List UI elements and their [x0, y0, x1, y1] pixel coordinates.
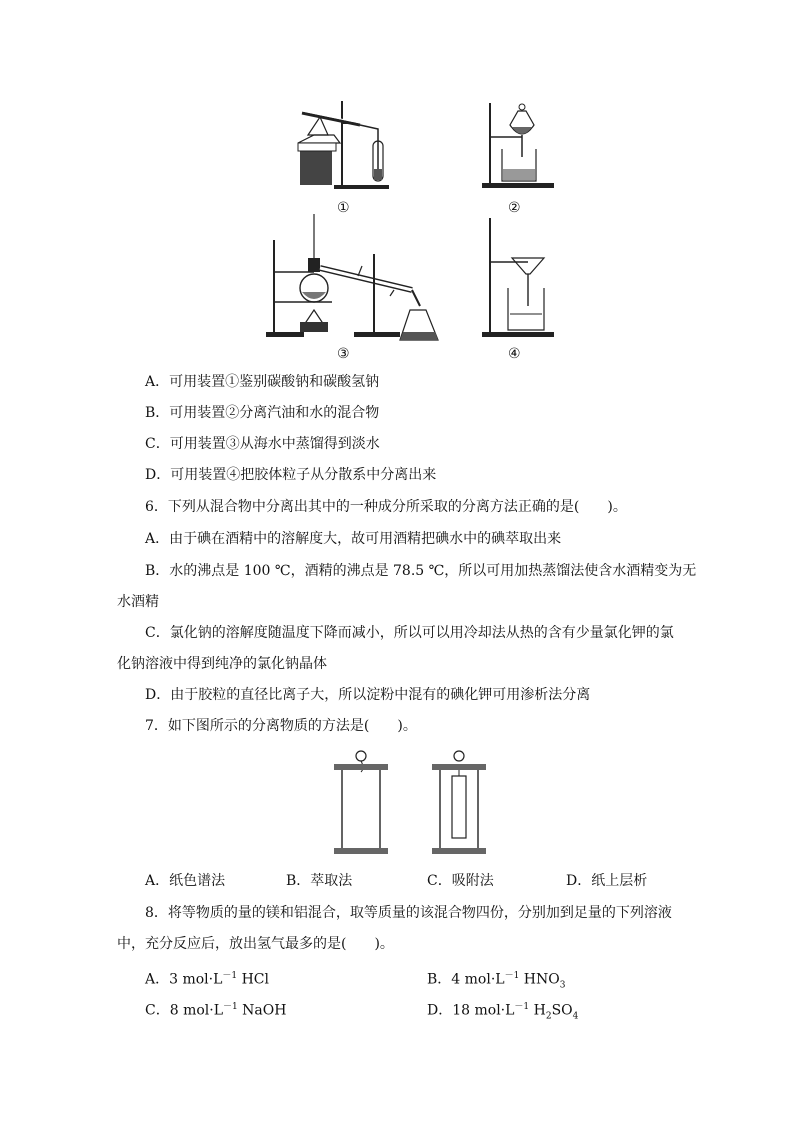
apparatus-figure-1: [290, 95, 400, 191]
q8-option-a-text: A．3 mol·L: [145, 971, 223, 988]
q6-option-d: D．由于胶粒的直径比离子大，所以淀粉中混有的碘化钾可用渗析法分离: [145, 687, 591, 703]
q8-option-c-formula: NaOH: [237, 1002, 287, 1019]
q7-option-a: A．纸色谱法: [145, 873, 226, 889]
q5-option-c: C．可用装置③从海水中蒸馏得到淡水: [145, 436, 380, 452]
q6-option-b-line1: B．水的沸点是 100 ℃，酒精的沸点是 78.5 ℃，所以可用加热蒸馏法使含水酒精变为无: [145, 563, 697, 579]
q7-option-c: C．吸附法: [427, 873, 494, 889]
q8-option-b-exponent: －1: [504, 971, 520, 981]
q5-option-a: A．可用装置①鉴别碳酸钠和碳酸氢钠: [145, 374, 380, 390]
q8-option-c-exponent: －1: [223, 1002, 238, 1012]
paper-chromatography-figure-2: [430, 748, 488, 858]
q6-option-b-line2: 水酒精: [117, 594, 159, 610]
apparatus-figure-2: [478, 95, 558, 191]
q6-stem: 6．下列从混合物中分离出其中的一种成分所采取的分离方法正确的是( )。: [145, 499, 627, 515]
q8-option-a-formula: HCl: [237, 971, 269, 988]
q8-option-c-text: C．8 mol·L: [145, 1002, 223, 1019]
q7-stem: 7．如下图所示的分离物质的方法是( )。: [145, 718, 417, 734]
q8-option-b: [427, 966, 565, 995]
figure-3-label: ③: [337, 346, 350, 362]
apparatus-figure-3: [262, 210, 462, 342]
q8-option-d-formula-so: SO: [551, 1002, 573, 1019]
q8-option-d-subscript-2: 4: [572, 1011, 579, 1022]
q8-option-b-subscript: 3: [559, 980, 566, 991]
q5-option-b: B．可用装置②分离汽油和水的混合物: [145, 405, 380, 421]
q8-option-d: [427, 997, 578, 1026]
q8-option-d-subscript-1: 2: [545, 1011, 552, 1022]
q6-option-a: A．由于碘在酒精中的溶解度大，故可用酒精把碘水中的碘萃取出来: [145, 531, 562, 547]
q8-option-a: [145, 966, 269, 990]
q6-option-c-line2: 化钠溶液中得到纯净的氯化钠晶体: [117, 656, 327, 672]
figure-2-label: ②: [508, 200, 521, 216]
q6-option-c-line1: C．氯化钠的溶解度随温度下降而减小，所以可以用冷却法从热的含有少量氯化钾的氯: [145, 625, 674, 641]
q8-option-d-formula-h: H: [529, 1002, 546, 1019]
q7-option-d: D．纸上层析: [566, 873, 648, 889]
q7-option-b: B．萃取法: [286, 873, 353, 889]
q8-stem-line2: 中，充分反应后，放出氢气最多的是( )。: [117, 936, 394, 952]
q8-option-d-text: D．18 mol·L: [427, 1002, 515, 1019]
apparatus-figure-4: [478, 210, 558, 342]
q5-option-d: D．可用装置④把胶体粒子从分散系中分离出来: [145, 467, 437, 483]
figure-1-label: ①: [337, 200, 350, 216]
figure-4-label: ④: [508, 346, 521, 362]
q8-option-d-exponent: －1: [514, 1002, 530, 1012]
q8-option-c: [145, 997, 286, 1021]
q8-option-b-text: B．4 mol·L: [427, 971, 505, 988]
q8-option-b-formula: HNO: [519, 971, 560, 988]
paper-chromatography-figure-1: [332, 748, 390, 858]
q8-option-a-exponent: －1: [222, 971, 238, 981]
q8-stem-line1: 8．将等物质的量的镁和铝混合，取等质量的该混合物四份，分别加到足量的下列溶液: [145, 905, 672, 921]
